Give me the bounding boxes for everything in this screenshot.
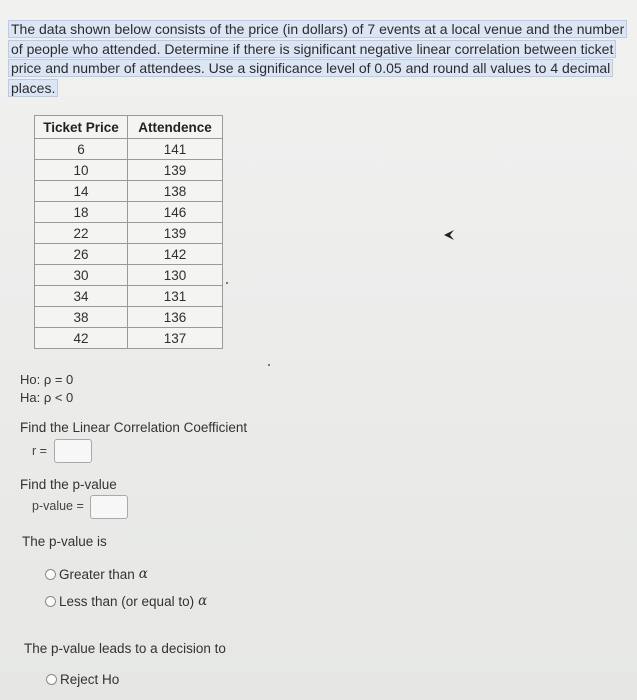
ticket-price-cell: 14 [35,181,128,202]
option-label: Less than (or equal to) [59,593,195,609]
ticket-price-cell: 22 [35,223,128,244]
ticket-price-cell: 10 [35,160,128,181]
null-hypothesis: Ho: ρ = 0 [20,372,74,387]
attendence-cell: 142 [128,244,223,265]
ticket-price-cell: 26 [35,244,128,265]
pvalue-input[interactable] [90,495,128,519]
ticket-price-cell: 38 [35,307,128,328]
pvalue-heading: Find the p-value [20,477,117,492]
decision-heading: The p-value leads to a decision to [24,641,226,656]
table-body [35,139,223,349]
alternative-hypothesis: Ha: ρ < 0 [20,390,74,405]
alpha-symbol: α [138,566,148,582]
pvalue-label: p-value = [32,499,84,513]
ticket-price-cell: 30 [35,265,128,286]
attendence-cell: 141 [128,139,223,160]
radio-button[interactable] [45,569,56,580]
alpha-symbol: α [198,593,208,609]
table-row [35,160,223,181]
radio-button[interactable] [46,674,57,685]
attendence-cell: 131 [128,286,223,307]
attendence-cell: 139 [128,160,223,181]
attendence-cell: 137 [128,328,223,349]
problem-statement [9,20,629,98]
attendence-cell: 139 [128,223,223,244]
screen-speck [226,282,228,284]
table-row [35,265,223,286]
data-table [34,115,223,349]
attendence-cell: 138 [128,181,223,202]
table-row [35,307,223,328]
ticket-price-cell: 6 [35,139,128,160]
column-header-attendence: Attendence [128,116,223,139]
attendence-cell: 136 [128,307,223,328]
table-row [35,244,223,265]
problem-text: The data shown below consists of the price (in dollars) of 7 events at a local venue and the number of people who attended. Determine if there is significant negative linear correlation between ticket price and number of attendees. Use a significance level of 0.05 and round all values to 4 decimal places. [11,21,625,96]
radio-button[interactable] [45,596,56,607]
ticket-price-cell: 34 [35,286,128,307]
option-reject-ho[interactable] [46,672,119,687]
table-row [35,202,223,223]
r-input[interactable] [54,439,92,463]
option-label: Reject Ho [60,672,120,687]
table-row [35,286,223,307]
ticket-price-cell: 18 [35,202,128,223]
table-row [35,181,223,202]
attendence-cell: 146 [128,202,223,223]
table-row [35,139,223,160]
table-row [35,328,223,349]
option-less-than-or-equal-alpha[interactable] [45,593,207,609]
correlation-heading: Find the Linear Correlation Coefficient [20,420,248,435]
column-header-ticket-price: Ticket Price [35,116,128,139]
attendence-cell: 130 [128,265,223,286]
table-header-row [35,116,223,139]
r-label: r = [32,444,47,458]
option-label: Greater than [59,566,135,582]
pvalue-comparison-heading: The p-value is [22,534,107,549]
option-greater-than-alpha[interactable] [45,566,148,582]
table-row [35,223,223,244]
screen-speck [268,364,270,366]
mouse-cursor-icon [443,229,455,241]
ticket-price-cell: 42 [35,328,128,349]
